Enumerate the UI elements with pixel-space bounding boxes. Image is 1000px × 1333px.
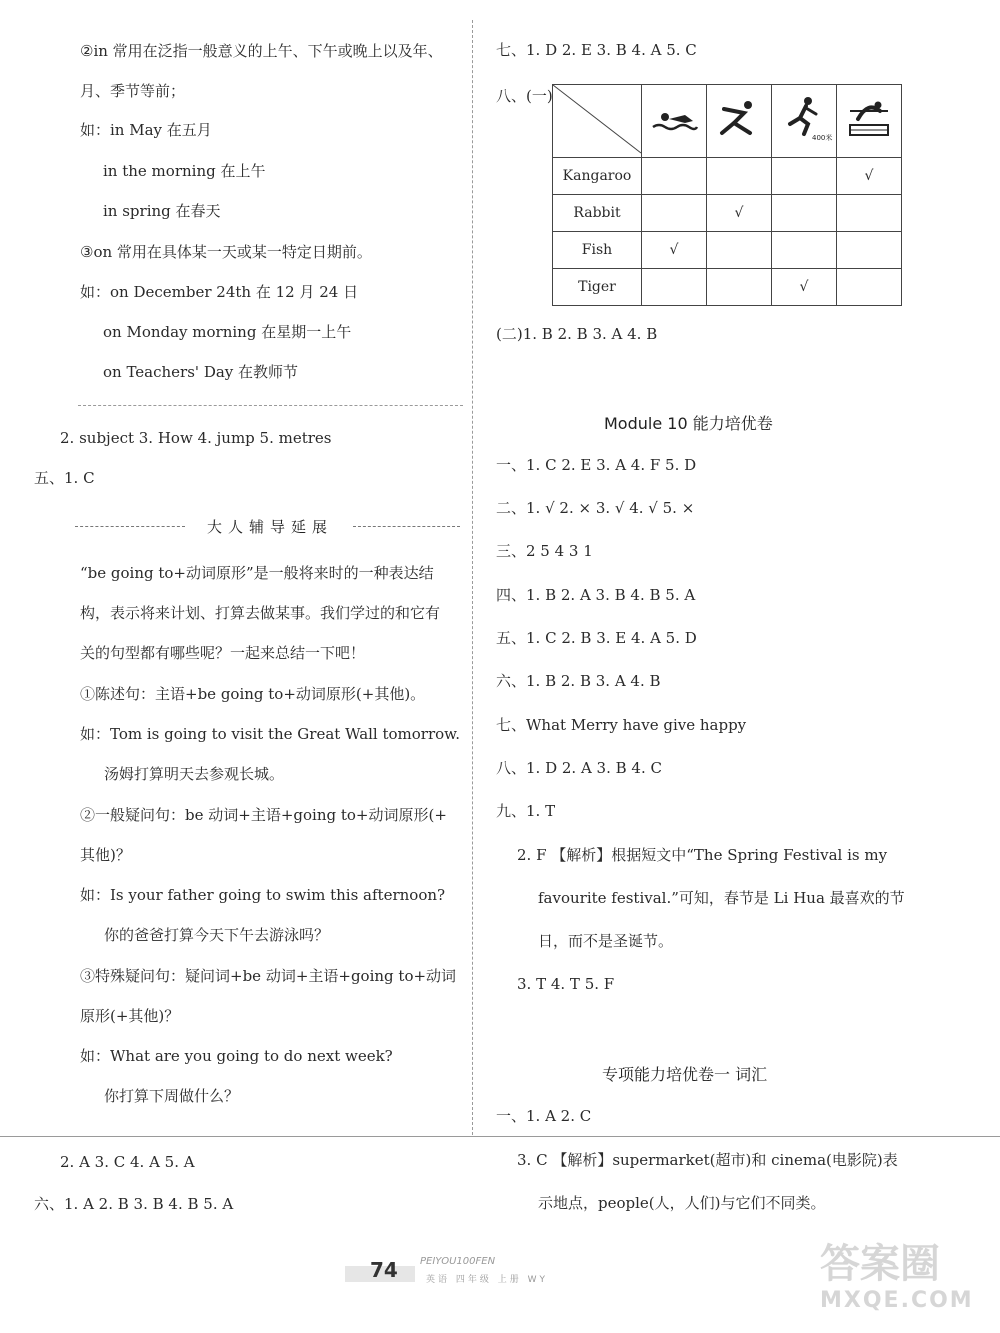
left-line: 月、季节等前； [80, 82, 186, 100]
animal-name: Fish [553, 232, 642, 269]
page-rule [0, 1136, 1000, 1137]
left-line: on Teachers' Day 在教师节 [103, 363, 299, 381]
left-line: 如：in May 在五月 [80, 121, 212, 139]
swimming-icon [642, 85, 707, 158]
left-line: in the morning 在上午 [103, 162, 266, 180]
icon-label: 400米 [812, 134, 833, 142]
check-cell [772, 195, 837, 232]
special-title: 专项能力培优卷一 词汇 [602, 1065, 768, 1084]
left-line: ③on 常用在具体某一天或某一特定日期前。 [80, 243, 372, 261]
right-line: 示地点，people(人，人们)与它们不同类。 [538, 1194, 826, 1212]
left-line: 汤姆打算明天去参观长城。 [104, 765, 285, 783]
watermark-text: 答案圈 [820, 1241, 940, 1287]
check-cell [642, 195, 707, 232]
animal-name: Tiger [553, 269, 642, 306]
table-row [553, 195, 902, 232]
left-line: in spring 在春天 [103, 202, 221, 220]
footer-brand: PEIYOU100FEN [420, 1256, 496, 1267]
left-line: 如：on December 24th 在 12 月 24 日 [80, 283, 359, 301]
left-line: 2. subject 3. How 4. jump 5. metres [60, 429, 332, 447]
right-line: 2. F 【解析】根据短文中“The Spring Festival is my [517, 846, 888, 864]
left-line: “be going to+动词原形”是一般将来时的一种表达结 [80, 564, 434, 582]
section-label-ba: 八、(一) [496, 87, 553, 105]
module-title: Module 10 能力培优卷 [604, 414, 773, 433]
left-line: 如：Tom is going to visit the Great Wall tomorrow. [80, 725, 461, 743]
400m-race-icon [772, 85, 837, 158]
right-line: favourite festival.”可知，春节是 Li Hua 最喜欢的节 [538, 889, 905, 907]
check-cell [707, 269, 772, 306]
diagonal-header-cell [553, 85, 642, 158]
animal-name: Kangaroo [553, 158, 642, 195]
check-cell: √ [837, 158, 902, 195]
left-line: 你打算下周做什么？ [104, 1087, 240, 1105]
table-row [553, 232, 902, 269]
animal-name: Rabbit [553, 195, 642, 232]
left-line: 六、1. A 2. B 3. B 4. B 5. A [34, 1195, 234, 1213]
answer-table [552, 84, 902, 306]
watermark-url: MXQE.COM [820, 1288, 974, 1313]
right-line: 3. C 【解析】supermarket(超市)和 cinema(电影院)表 [517, 1151, 898, 1169]
right-line: 九、1. T [496, 802, 556, 820]
left-line: 五、1. C [34, 469, 95, 487]
answer-line-er: (二)1. B 2. B 3. A 4. B [496, 325, 658, 343]
banner [75, 516, 460, 536]
check-cell [642, 269, 707, 306]
right-line: 六、1. B 2. B 3. A 4. B [496, 672, 661, 690]
right-line: 一、1. A 2. C [496, 1107, 592, 1125]
left-line: 原形(+其他)？ [80, 1007, 180, 1025]
left-line: on Monday morning 在星期一上午 [103, 323, 352, 341]
left-line: 你的爸爸打算今天下午去游泳吗？ [104, 926, 330, 944]
check-cell [837, 232, 902, 269]
left-line: 关的句型都有哪些呢？一起来总结一下吧！ [80, 644, 366, 662]
page-number: 74 [370, 1258, 398, 1282]
left-line: 构，表示将来计划、打算去做某事。我们学过的和它有 [80, 604, 441, 622]
left-line: ③特殊疑问句：疑问词+be 动词+主语+going to+动词 [80, 967, 457, 985]
right-line: 四、1. B 2. A 3. B 4. B 5. A [496, 586, 696, 604]
check-cell [772, 158, 837, 195]
right-line: 3. T 4. T 5. F [517, 975, 615, 993]
answer-line-qi: 七、1. D 2. E 3. B 4. A 5. C [496, 41, 697, 59]
left-line: ②in 常用在泛指一般意义的上午、下午或晚上以及年、 [80, 42, 443, 60]
table-row [553, 269, 902, 306]
high-jump-icon [837, 85, 902, 158]
check-cell [642, 158, 707, 195]
left-line: 其他)？ [80, 846, 131, 864]
check-cell [772, 232, 837, 269]
running-icon [707, 85, 772, 158]
left-line: 如：What are you going to do next week? [80, 1047, 393, 1065]
right-line: 七、What Merry have give happy [496, 716, 747, 734]
check-cell: √ [772, 269, 837, 306]
right-line: 一、1. C 2. E 3. A 4. F 5. D [496, 456, 697, 474]
footer-subtitle: 英语 四年级 上册 WY [426, 1275, 548, 1285]
check-cell [837, 269, 902, 306]
check-cell [707, 232, 772, 269]
left-line: 2. A 3. C 4. A 5. A [60, 1153, 195, 1171]
right-line: 三、2 5 4 3 1 [496, 542, 593, 560]
check-cell: √ [642, 232, 707, 269]
column-divider [472, 20, 473, 1135]
right-line: 五、1. C 2. B 3. E 4. A 5. D [496, 629, 697, 647]
table-row [553, 158, 902, 195]
banner-title: 大人辅导延展 [206, 518, 333, 536]
left-line: 如：Is your father going to swim this afternoon? [80, 886, 446, 904]
check-cell [707, 158, 772, 195]
check-cell: √ [707, 195, 772, 232]
check-cell [837, 195, 902, 232]
left-line: ②一般疑问句：be 动词+主语+going to+动词原形(+ [80, 806, 447, 824]
right-line: 八、1. D 2. A 3. B 4. C [496, 759, 662, 777]
section-divider [78, 405, 463, 406]
right-line: 二、1. √ 2. × 3. √ 4. √ 5. × [496, 499, 695, 517]
right-line: 日，而不是圣诞节。 [538, 932, 674, 950]
watermark [820, 1240, 974, 1314]
left-line: ①陈述句：主语+be going to+动词原形(+其他)。 [80, 685, 426, 703]
